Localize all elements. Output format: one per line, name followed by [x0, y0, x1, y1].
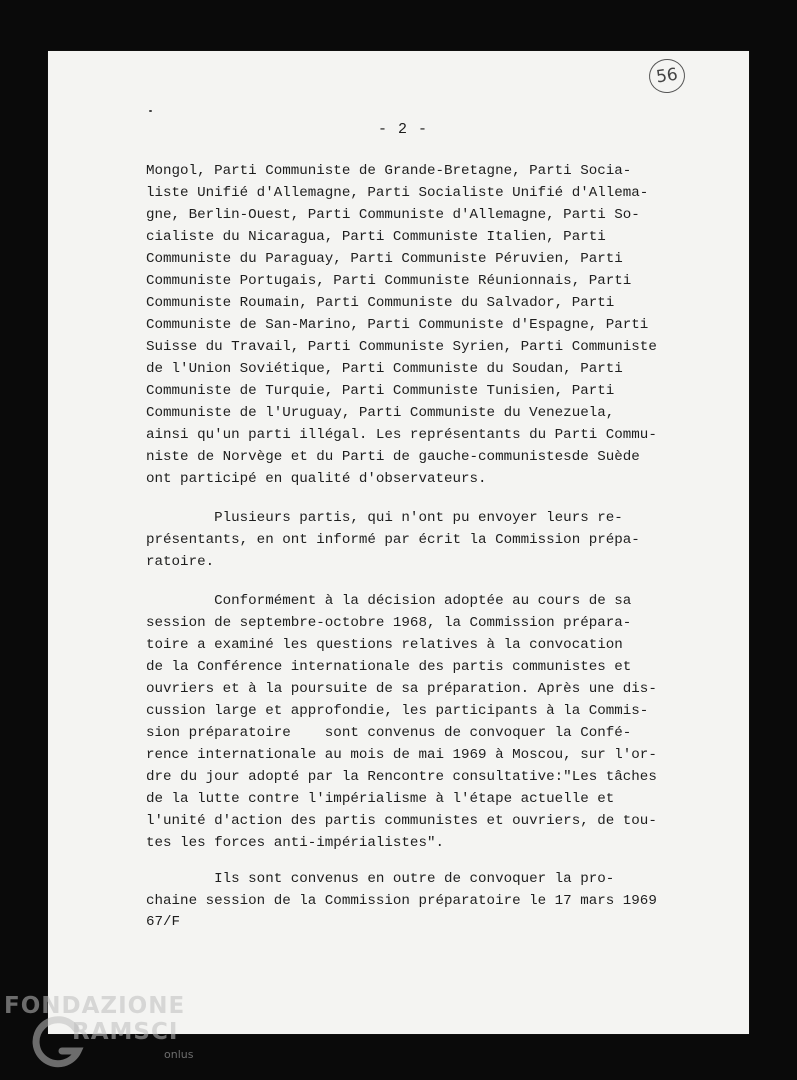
text-line: Suisse du Travail, Parti Communiste Syrien, Parti Communiste [146, 339, 657, 355]
text-line: ont participé en qualité d'observateurs. [146, 471, 487, 487]
text-line: Communiste de San-Marino, Parti Communiste d'Espagne, Parti [146, 317, 649, 333]
handwritten-page-number-text: 56 [654, 64, 680, 88]
text-line: cussion large et approfondie, les participants à la Commis- [146, 703, 649, 719]
text-line: Communiste de Turquie, Parti Communiste Tunisien, Parti [146, 383, 615, 399]
watermark-onlus: onlus [164, 1048, 194, 1061]
text-line: rence internationale au mois de mai 1969 à Moscou, sur l'or- [146, 747, 657, 763]
paragraph-gap [146, 490, 686, 507]
text-line: présentants, en ont informé par écrit la Commission prépa- [146, 532, 640, 548]
paragraph-4 [146, 868, 686, 912]
text-line: l'unité d'action des partis communistes et ouvriers, de tou- [146, 813, 657, 829]
watermark-gramsci: RAMSCI [72, 1019, 179, 1045]
text-line: chaine session de la Commission préparatoire le 17 mars 1969 [146, 893, 657, 909]
text-line: dre du jour adopté par la Rencontre consultative:"Les tâches [146, 769, 657, 785]
paragraph-gap [146, 854, 686, 868]
document-reference: 67/F [146, 914, 181, 930]
text-line: gne, Berlin-Ouest, Parti Communiste d'Allemagne, Parti So- [146, 207, 640, 223]
text-line: sion préparatoire sont convenus de convoquer la Confé- [146, 725, 632, 741]
text-line: session de septembre-octobre 1968, la Commission prépara- [146, 615, 632, 631]
paragraph-3 [146, 590, 686, 854]
text-line: ratoire. [146, 554, 215, 570]
paragraph-gap [146, 573, 686, 590]
text-line: toire a examiné les questions relatives à la convocation [146, 637, 623, 653]
paragraph-2 [146, 507, 686, 573]
fondazione-gramsci-watermark [2, 993, 202, 1073]
text-line: niste de Norvège et du Parti de gauche-communistesde Suède [146, 449, 640, 465]
text-line: Communiste Roumain, Parti Communiste du Salvador, Parti [146, 295, 615, 311]
text-line: Ils sont convenus en outre de convoquer la pro- [146, 871, 615, 887]
text-line: ouvriers et à la poursuite de sa préparation. Après une dis- [146, 681, 657, 697]
text-line: Communiste Portugais, Parti Communiste Réunionnais, Parti [146, 273, 632, 289]
body-text [146, 160, 686, 912]
text-line: de l'Union Soviétique, Parti Communiste du Soudan, Parti [146, 361, 623, 377]
text-line: Plusieurs partis, qui n'ont pu envoyer leurs re- [146, 510, 623, 526]
text-line: Communiste de l'Uruguay, Parti Communiste du Venezuela, [146, 405, 615, 421]
ink-speck [149, 110, 152, 112]
text-line: liste Unifié d'Allemagne, Parti Socialiste Unifié d'Allema- [146, 185, 649, 201]
text-line: tes les forces anti-impérialistes". [146, 835, 444, 851]
text-line: de la Conférence internationale des partis communistes et [146, 659, 632, 675]
text-line: Conformément à la décision adoptée au cours de sa [146, 593, 632, 609]
typed-page-number: - 2 - [378, 121, 429, 138]
text-line: ainsi qu'un parti illégal. Les représentants du Parti Commu- [146, 427, 657, 443]
text-line: Mongol, Parti Communiste de Grande-Bretagne, Parti Socia- [146, 163, 632, 179]
watermark-fondazione: FONDAZIONE [4, 993, 186, 1019]
text-line: cialiste du Nicaragua, Parti Communiste Italien, Parti [146, 229, 606, 245]
text-line: de la lutte contre l'impérialisme à l'étape actuelle et [146, 791, 615, 807]
text-line: Communiste du Paraguay, Parti Communiste Péruvien, Parti [146, 251, 623, 267]
paragraph-1 [146, 160, 686, 490]
